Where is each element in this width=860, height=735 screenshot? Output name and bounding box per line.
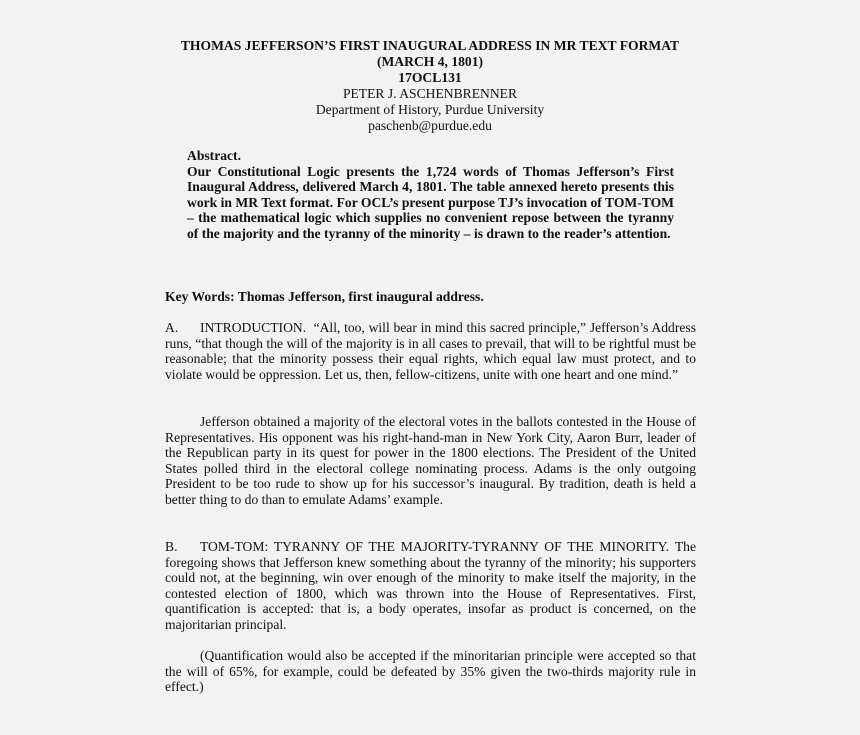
section-a-text: “All, too, will bear in mind this sacred principle,” Jefferson’s Address runs, “that though the will of the majority is in all cases to prevail, that will to be rightful must be reasonable; that the minority possess their equal rights, which equal law must protect, and to violate would be oppression. Let us, then, fellow-citizens, unite with one heart and one mind.” (165, 320, 696, 382)
keywords: Key Words: Thomas Jefferson, first inaugural address. (165, 289, 484, 304)
section-b-text: The foregoing shows that Jefferson knew something about the tyranny of the minority; his supporters could not, at the beginning, win over enough of the minority to make itself the majority, in the contested election of 1800, which was thrown into the House of Representatives. First, quantification is accepted: that is, a body operates, insofar as product is concerned, on the majoritarian principal. (165, 539, 696, 632)
paper-code: 17OCL131 (398, 70, 462, 85)
abstract-block (187, 148, 674, 242)
abstract-heading: Abstract. (187, 148, 241, 163)
paragraph-electoral-text: Jefferson obtained a majority of the electoral votes in the ballots contested in the House of Representatives. His opponent was his right-hand-man in New York City, Aaron Burr, leader of the Republican party in its quest for power in the 1800 elections. The President of the United States polled third in the electoral college nominating process. Adams is the only outgoing President to be too rude to show up for his successor’s inaugural. By tradition, death is held a better thing to do than to emulate Adams’ example. (165, 414, 696, 507)
paragraph-quantification-text: (Quantification would also be accepted if the minoritarian principle were accepted so that the will of 65%, for example, could be defeated by 35% given the two-thirds majority rule in effect.) (165, 648, 696, 695)
abstract-text: Our Constitutional Logic presents the 1,724 words of Thomas Jefferson’s First Inaugural Address, delivered March 4, 1801. The table annexed hereto presents this work in MR Text format. For OCL’s present purpose TJ’s invocation of TOM-TOM – the mathematical logic which supplies no convenient repose between the tyranny of the majority and the tyranny of the minority – is drawn to the reader’s attention. (187, 163, 674, 241)
paper-title: THOMAS JEFFERSON’S FIRST INAUGURAL ADDRESS IN MR TEXT FORMAT (180, 38, 680, 53)
author-name: PETER J. ASCHENBRENNER (342, 86, 518, 101)
paragraph-quantification (165, 648, 696, 695)
author-affiliation: Department of History, Purdue University (315, 102, 545, 117)
section-a-label: A. (165, 320, 179, 335)
paper-header (165, 38, 695, 134)
section-b-label: B. (165, 539, 178, 554)
section-b-title: TOM-TOM: TYRANNY OF THE MAJORITY-TYRANNY OF THE MINORITY. (200, 539, 670, 554)
paragraph-electoral (165, 414, 696, 508)
paper-date: (MARCH 4, 1801) (376, 54, 484, 69)
section-a-title: INTRODUCTION. (200, 320, 307, 335)
author-email: paschenb@purdue.edu (368, 118, 492, 133)
section-b-paragraph (165, 539, 696, 633)
section-a-paragraph (165, 320, 696, 382)
